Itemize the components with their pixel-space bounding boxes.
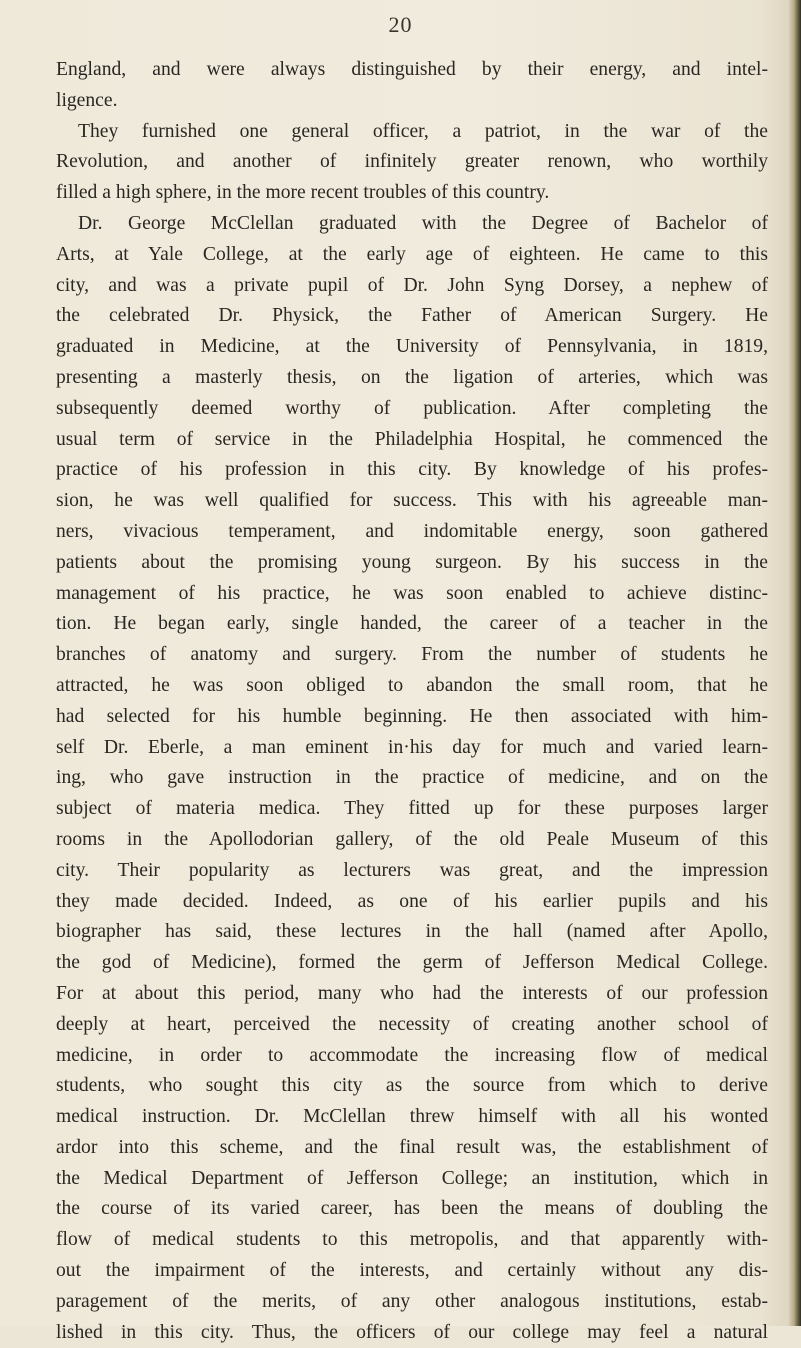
text-line: attracted, he was soon obliged to abandon the small room, that he [56, 674, 768, 696]
text-line: subsequently deemed worthy of publication. After completing the [56, 397, 768, 419]
text-line: the course of its varied career, has been the means of doubling the [56, 1198, 768, 1220]
text-line: ing, who gave instruction in the practice of medicine, and on the [56, 767, 768, 789]
text-line: they made decided. Indeed, as one of his earlier pupils and his [56, 890, 768, 912]
page-number: 20 [388, 12, 413, 37]
text-line: presenting a masterly thesis, on the ligation of arteries, which was [56, 366, 768, 388]
page-edge-shadow [789, 0, 801, 1326]
text-line: rooms in the Apollodorian gallery, of the old Peale Museum of this [56, 828, 768, 850]
text-line: Arts, at Yale College, at the early age of eighteen. He came to this [56, 243, 768, 265]
text-line: lished in this city. Thus, the officers of our college may feel a natural [56, 1321, 768, 1343]
text-line: deeply at heart, perceived the necessity of creating another school of [56, 1013, 768, 1035]
text-line: self Dr. Eberle, a man eminent in·his day for much and varied learn- [56, 736, 768, 758]
text-line: biographer has said, these lectures in the hall (named after Apollo, [56, 921, 768, 943]
text-line: students, who sought this city as the source from which to derive [56, 1075, 768, 1097]
text-line: Dr. George McClellan graduated with the Degree of Bachelor of [78, 212, 768, 234]
body-text [56, 55, 768, 1348]
text-line: city, and was a private pupil of Dr. John Syng Dorsey, a nephew of [56, 274, 768, 296]
text-line: England, and were always distinguished by their energy, and intel- [56, 59, 768, 80]
text-line: the Medical Department of Jefferson College; an institution, which in [56, 1167, 768, 1189]
text-line: medicine, in order to accommodate the increasing flow of medical [56, 1044, 768, 1066]
text-line: ardor into this scheme, and the final result was, the establishment of [56, 1136, 768, 1158]
text-line: the celebrated Dr. Physick, the Father of American Surgery. He [56, 305, 768, 327]
text-line: the god of Medicine), formed the germ of Jefferson Medical College. [56, 952, 768, 974]
text-line: medical instruction. Dr. McClellan threw himself with all his wonted [56, 1106, 768, 1128]
text-line: ligence. [56, 89, 118, 111]
text-line: For at about this period, many who had the interests of our profession [56, 982, 768, 1004]
text-line: paragement of the merits, of any other analogous institutions, estab- [56, 1290, 768, 1312]
text-line: branches of anatomy and surgery. From the number of students he [56, 644, 768, 666]
text-line: They furnished one general officer, a patriot, in the war of the [78, 120, 768, 142]
text-line: filled a high sphere, in the more recent troubles of this country. [56, 182, 550, 204]
text-line: graduated in Medicine, at the University of Pennsylvania, in 1819, [56, 336, 768, 358]
text-line: flow of medical students to this metropolis, and that apparently with- [56, 1229, 768, 1251]
text-line: usual term of service in the Philadelphia Hospital, he commenced the [56, 428, 768, 450]
text-line: sion, he was well qualified for success. This with his agreeable man- [56, 490, 768, 512]
text-line: management of his practice, he was soon enabled to achieve distinc- [56, 582, 768, 604]
text-line: patients about the promising young surgeon. By his success in the [56, 551, 768, 573]
text-line: practice of his profession in this city. By knowledge of his profes- [56, 459, 768, 481]
text-line: city. Their popularity as lecturers was great, and the impression [56, 859, 768, 881]
text-line: ners, vivacious temperament, and indomitable energy, soon gathered [56, 520, 768, 542]
text-line: tion. He began early, single handed, the career of a teacher in the [56, 613, 768, 635]
text-line: Revolution, and another of infinitely greater renown, who worthily [56, 151, 768, 173]
text-line: subject of materia medica. They fitted up for these purposes larger [56, 798, 768, 820]
text-line: out the impairment of the interests, and certainly without any dis- [56, 1260, 768, 1282]
text-line: had selected for his humble beginning. He then associated with him- [56, 705, 768, 727]
